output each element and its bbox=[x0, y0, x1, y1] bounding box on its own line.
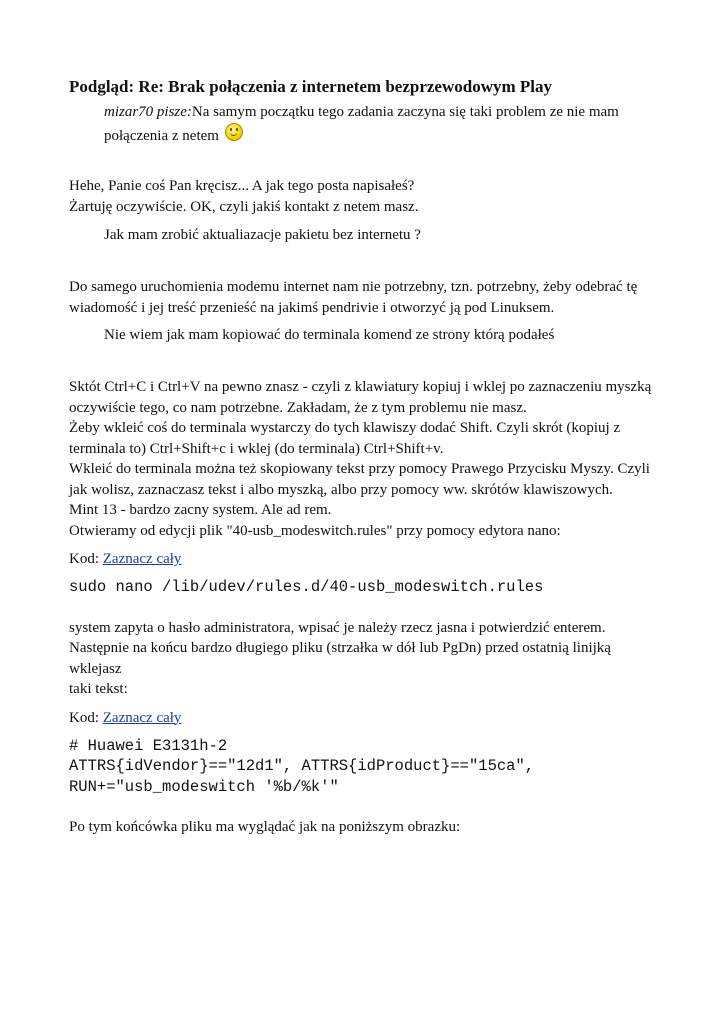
code-label: Kod: bbox=[69, 709, 99, 726]
quote-block-1 bbox=[104, 102, 659, 147]
select-all-link[interactable]: Zaznacz cały bbox=[102, 709, 182, 726]
code-label: Kod: bbox=[69, 551, 99, 567]
quote-block-3 bbox=[104, 325, 659, 346]
code-block-1[interactable] bbox=[69, 577, 659, 598]
code-line: # Huawei E3131h-2 bbox=[69, 736, 228, 755]
code-header-1 bbox=[69, 549, 659, 569]
quote-author: mizar70 pisze: bbox=[104, 104, 192, 120]
text-line: Otwieramy od edycji plik "40-usb_modeswitch.rules" przy pomocy edytora nano: bbox=[69, 522, 561, 539]
select-all-link[interactable]: Zaznacz cały bbox=[102, 551, 182, 567]
reply-paragraph-2 bbox=[69, 277, 659, 318]
text-line: Następnie na końcu bardzo długiego pliku (strzałka w dół lub PgDn) przed ostatnią linijką wklejasz bbox=[69, 640, 611, 677]
reply-paragraph-1 bbox=[69, 176, 659, 217]
code-line: RUN+="usb_modeswitch '%b/%k'" bbox=[69, 777, 339, 796]
text-line: Mint 13 - bardzo zacny system. Ale ad rem. bbox=[69, 502, 332, 518]
reply-paragraph-4 bbox=[69, 618, 659, 700]
quote-block-2 bbox=[104, 225, 659, 246]
text-line: Wkleić do terminala można też skopiowany tekst przy pomocy Prawego Przycisku Myszy. Czyli bbox=[69, 461, 650, 477]
reply-paragraph-5: Po tym końcówka pliku ma wyglądać jak na poniższym obrazku: bbox=[69, 819, 461, 835]
post-title: Podgląd: Re: Brak połączenia z internetem bezprzewodowym Play bbox=[69, 77, 552, 96]
text-line: terminala to) Ctrl+Shift+c i wklej (do terminala) Ctrl+Shift+v. bbox=[69, 440, 444, 457]
code-header-2 bbox=[69, 708, 659, 728]
smiley-icon bbox=[225, 123, 243, 141]
text-line: Sktót Ctrl+C i Ctrl+V na pewno znasz - czyli z klawiatury kopiuj i wklej po zaznaczeniu myszką bbox=[69, 379, 652, 395]
quote-text-line1: Na samym początku tego zadania zaczyna się taki problem ze nie mam bbox=[191, 104, 619, 120]
text-line: taki tekst: bbox=[69, 681, 128, 697]
text-line: Żartuję oczywiście. OK, czyli jakiś kontakt z netem masz. bbox=[69, 198, 419, 215]
text-line: Hehe, Panie coś Pan kręcisz... A jak tego posta napisałeś? bbox=[69, 178, 415, 194]
text-line: oczywiście tego, co nam potrzebne. Zakładam, że z tym problemu nie masz. bbox=[69, 399, 527, 416]
text-line: wiadomość i jej treść przenieść na jakimś pendrivie i otworzyć ją pod Linuksem. bbox=[69, 299, 555, 316]
quote-text: Jak mam zrobić aktualiazacje pakietu bez internetu ? bbox=[104, 227, 421, 243]
text-line: jak wolisz, zaznaczasz tekst i albo myszką, albo przy pomocy ww. skrótów klawiszowych. bbox=[69, 481, 613, 498]
code-line: sudo nano /lib/udev/rules.d/40-usb_modeswitch.rules bbox=[69, 578, 544, 596]
text-line: system zapyta o hasło administratora, wpisać je należy rzecz jasna i potwierdzić enterem. bbox=[69, 619, 606, 636]
text-line: Żeby wkleić coś do terminala wystarczy do tych klawiszy dodać Shift. Czyli skrót (kopiuj z bbox=[69, 420, 621, 436]
forum-post bbox=[69, 76, 659, 838]
text-line: Do samego uruchomienia modemu internet nam nie potrzebny, tzn. potrzebny, żeby odebrać tę bbox=[69, 279, 638, 295]
reply-paragraph-3 bbox=[69, 377, 659, 541]
code-block-2[interactable] bbox=[69, 736, 659, 798]
code-line: ATTRS{idVendor}=="12d1", ATTRS{idProduct}=="15ca", bbox=[69, 757, 535, 775]
quote-text-line2: połączenia z netem bbox=[104, 128, 219, 144]
quote-text: Nie wiem jak mam kopiować do terminala komend ze strony którą podałeś bbox=[104, 327, 555, 343]
